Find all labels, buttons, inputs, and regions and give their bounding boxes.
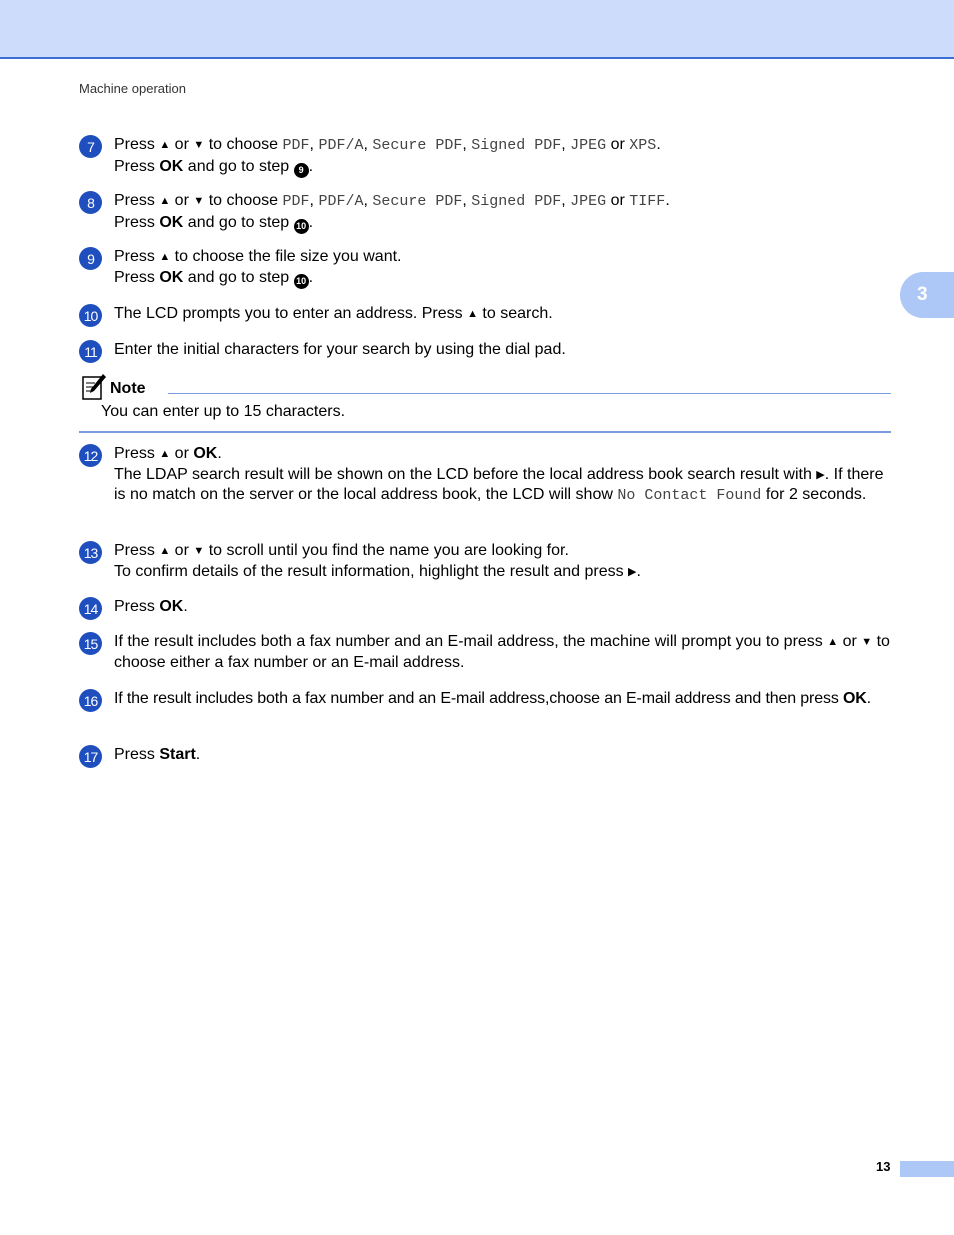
note-header (79, 373, 891, 401)
step-7 (79, 135, 891, 178)
step-number: 11 (79, 340, 102, 363)
step-text: Press ▲ or ▼ to choose PDF, PDF/A, Secure PDF, Signed PDF, JPEG or TIFF. Press OK and go to step 10 . (114, 191, 891, 234)
chapter-tab (900, 272, 954, 318)
note-title: Note (110, 380, 146, 397)
top-header-band (0, 0, 954, 59)
up-arrow-icon: ▲ (159, 448, 171, 460)
step-11 (79, 340, 891, 361)
page-number: 13 (876, 1159, 891, 1174)
step-number: 14 (79, 597, 102, 620)
running-header: Machine operation (79, 81, 186, 96)
down-arrow-icon: ▼ (193, 139, 205, 151)
step-number: 15 (79, 632, 102, 655)
step-text: Press ▲ to choose the file size you want. Press OK and go to step 10 . (114, 247, 891, 289)
step-number: 9 (79, 247, 102, 270)
step-15 (79, 632, 891, 673)
step-number: 17 (79, 745, 102, 768)
step-number: 16 (79, 689, 102, 712)
note-pencil-icon (81, 373, 107, 401)
step-text: Press ▲ or ▼ to scroll until you find the name you are looking for. To confirm details of the result information, highlight the result and press ▶. (114, 542, 641, 580)
note-body: You can enter up to 15 characters. (101, 403, 346, 420)
step-text: Press Start. (114, 746, 201, 763)
step-reference: 9 (294, 163, 309, 178)
step-8 (79, 191, 891, 234)
step-text: If the result includes both a fax number and an E-mail address,choose an E-mail address and then press OK. (114, 690, 871, 707)
down-arrow-icon: ▼ (193, 545, 205, 557)
step-text: Press ▲ or ▼ to choose PDF, PDF/A, Secure PDF, Signed PDF, JPEG or XPS. Press OK and go to step 9 . (114, 135, 891, 178)
step-14 (79, 597, 891, 618)
step-number: 12 (79, 444, 102, 467)
step-10 (79, 304, 891, 325)
note-divider-bottom (79, 431, 891, 433)
right-arrow-icon: ▶ (816, 468, 825, 481)
page-number-bar (900, 1161, 954, 1177)
down-arrow-icon: ▼ (861, 636, 873, 648)
step-number: 13 (79, 541, 102, 564)
step-number: 8 (79, 191, 102, 214)
up-arrow-icon: ▲ (467, 308, 478, 320)
step-text: Press ▲ or OK. The LDAP search result will be shown on the LCD before the local address book search result with ▶. If there is no match on the server or the local address book, the LCD will show No Contact Found for 2 seconds. (114, 445, 884, 504)
step-number: 10 (79, 304, 102, 327)
step-13 (79, 541, 891, 582)
up-arrow-icon: ▲ (159, 545, 171, 557)
step-text: Enter the initial characters for your search by using the dial pad. (114, 341, 566, 358)
step-9 (79, 247, 891, 289)
step-text: The LCD prompts you to enter an address. Press ▲ to search. (114, 305, 553, 322)
step-reference: 10 (294, 274, 309, 289)
step-17 (79, 745, 891, 766)
chapter-number: 3 (917, 284, 928, 305)
note-divider-top (168, 393, 891, 394)
up-arrow-icon: ▲ (159, 251, 171, 263)
step-text: Press OK. (114, 598, 188, 615)
step-12 (79, 444, 891, 507)
up-arrow-icon: ▲ (159, 139, 171, 151)
step-text: If the result includes both a fax number and an E-mail address, the machine will prompt you to press ▲ or ▼ to choose either a fax number or an E-mail address. (114, 633, 890, 671)
down-arrow-icon: ▼ (193, 195, 205, 207)
right-arrow-icon: ▶ (628, 565, 637, 578)
step-reference: 10 (294, 219, 309, 234)
step-number: 7 (79, 135, 102, 158)
up-arrow-icon: ▲ (827, 636, 839, 648)
step-16 (79, 689, 891, 710)
up-arrow-icon: ▲ (159, 195, 171, 207)
